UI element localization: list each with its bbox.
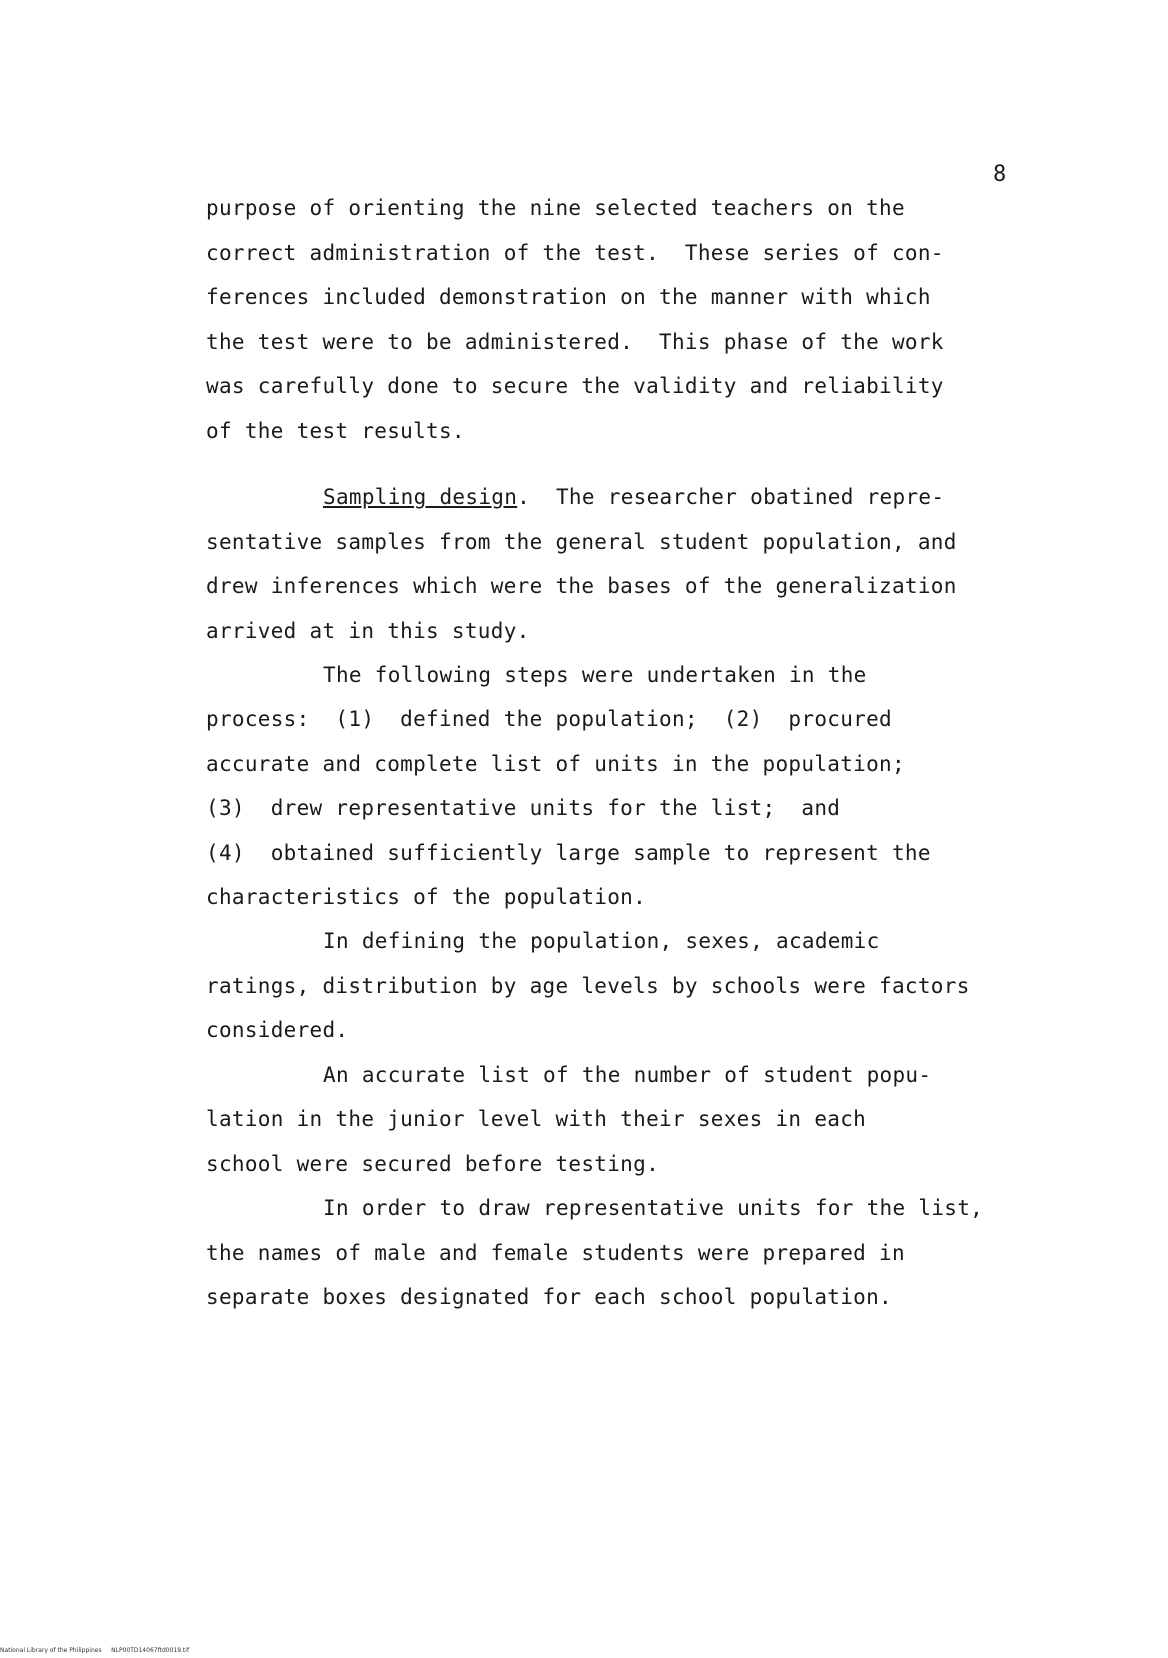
paragraph-line: the test were to be administered. This phase of the work	[206, 330, 944, 354]
paragraph-line: separate boxes designated for each school population.	[206, 1285, 892, 1309]
paragraph-line: lation in the junior level with their sexes in each	[206, 1107, 867, 1131]
paragraph-line: The following steps were undertaken in the	[323, 663, 867, 687]
archive-footer	[0, 1647, 189, 1654]
paragraph-line-text: . The researcher obatined repre-	[517, 485, 945, 509]
library-credit: National Library of the Philippines	[0, 1647, 102, 1654]
paragraph-line: accurate and complete list of units in the population;	[206, 752, 905, 776]
paragraph-line: of the test results.	[206, 419, 465, 443]
paragraph-line: correct administration of the test. These series of con-	[206, 241, 944, 265]
paragraph-line: In order to draw representative units for the list,	[323, 1196, 984, 1220]
paragraph-line: drew inferences which were the bases of the generalization	[206, 574, 957, 598]
paragraph-line: school were secured before testing.	[206, 1152, 660, 1176]
paragraph-line: arrived at in this study.	[206, 619, 530, 643]
paragraph-line: (3) drew representative units for the list; and	[206, 796, 841, 820]
paragraph-line: An accurate list of the number of student popu-	[323, 1063, 932, 1087]
paragraph-line: purpose of orienting the nine selected teachers on the	[206, 196, 905, 220]
page-number: 8	[993, 162, 1007, 187]
paragraph-line: (4) obtained sufficiently large sample to represent the	[206, 841, 931, 865]
paragraph-line: In defining the population, sexes, academic	[323, 929, 880, 953]
section-heading-line	[323, 485, 944, 509]
paragraph-line: characteristics of the population.	[206, 885, 647, 909]
paragraph-line: ferences included demonstration on the manner with which	[206, 285, 931, 309]
paragraph-line: the names of male and female students were prepared in	[206, 1241, 905, 1265]
paragraph-line: sentative samples from the general student population, and	[206, 530, 957, 554]
paragraph-line: ratings, distribution by age levels by schools were factors	[206, 974, 970, 998]
paragraph-line: considered.	[206, 1018, 349, 1042]
file-reference: NLP00TD14067ftd0019.tif	[111, 1647, 190, 1654]
section-heading: Sampling design	[323, 485, 518, 509]
paragraph-line: was carefully done to secure the validity and reliability	[206, 374, 944, 398]
paragraph-line: process: (1) defined the population; (2) procured	[206, 707, 892, 731]
